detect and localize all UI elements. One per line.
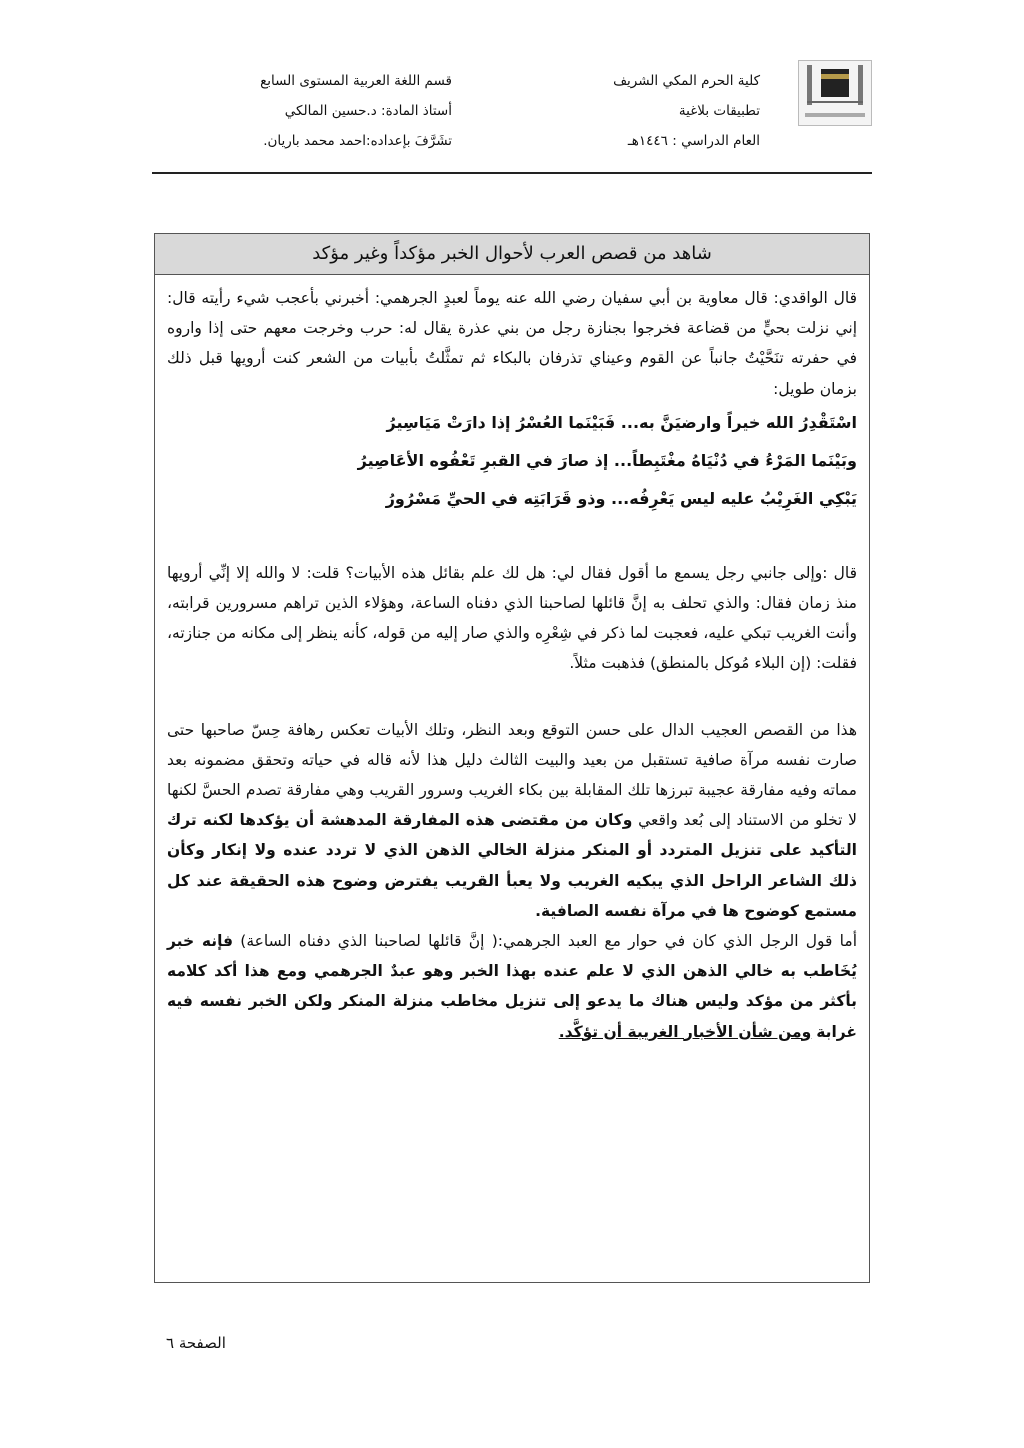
quote-text: أما قول الرجل الذي كان في حوار مع العبد الجرهمي:( إنَّ قائلها لصاحبنا الذي دفناه الساعة) — [240, 932, 857, 951]
content-box — [154, 233, 870, 1283]
verse-line-2: وبَيْنَما المَرْءُ في دُنْيَاهُ مغْتَبِطاً... إذ صارَ في القبرِ تَعْفُوه الأعَاصِيرُ — [357, 450, 857, 470]
college-logo — [798, 60, 872, 126]
header-course-block — [260, 66, 452, 156]
story-continuation-paragraph: قال :وإلى جانبي رجل يسمع ما أقول فقال لي: هل لك علم بقائل هذه الأبيات؟ قلت: لا والله إلا إنِّي أرويها منذ زمان فقال: والذي تحلف به إنَّ قائلها لصاحبنا الذي دفناه الساعة، وهؤلاء الذين تراهم مسرورين قرابته، وأنت الغريب تبكي عليه، فعجبت لما ذكر في شِعْرِه والذي صار إليه من قوله، كأنه ينظر إلى مكانه من جنازته، فقلت: (إن البلاء مُوكل بالمنطق) فذهبت مثلاً. — [167, 563, 857, 673]
minaret-icon — [807, 65, 812, 105]
academic-year: العام الدراسي : ١٤٤٦هـ — [627, 133, 760, 149]
box-title: شاهد من قصص العرب لأحوال الخبر مؤكداً وغير مؤكد — [155, 234, 869, 275]
kaaba-band — [821, 74, 849, 79]
college-name: كلية الحرم المكي الشريف — [613, 73, 760, 89]
arch-line — [807, 101, 863, 113]
analysis-bold-text: وكان من مقتضى هذه المفارقة المدهشة أن يؤكدها لكنه ترك التأكيد على تنزيل المتردد أو المنكر منزلة الخالي الذهن الذي لا تردد عنده ولا إنكار وكأن ذلك الشاعر الراحل الذي يبكيه الغريب ولا يعبأ القريب يفترض وضوح هذه الحقيقة عند كل مستمع كوضوح ها في مرآة نفسه الصافية. — [167, 811, 857, 920]
second-analysis-bold-text: فإنه خبر يُخَاطب به خالي الذهن الذي لا علم عنده بهذا الخبر وهو عبدٌ الجرهمي ومع هذا أكد كلامه بأكثر من مؤكد وليس هناك ما يدعو إلى تنزيل مخاطب منزلة المنكر ولكن الخبر نفسه فيه غرابة — [167, 932, 857, 1041]
prepared-by: تشَرَّفَ بإعداده:احمد محمد باريان. — [263, 133, 452, 149]
header-divider — [152, 172, 872, 174]
minaret-icon — [858, 65, 863, 105]
course-name: تطبيقات بلاغية — [678, 103, 760, 119]
page-header — [152, 56, 872, 174]
verse-line-3: يَبْكِي الغَرِيْبُ عليه ليس يَعْرِفُه... وذو قَرَابَتِه في الحيِّ مَسْرُورُ — [385, 488, 857, 508]
story-paragraph: قال الواقدي: قال معاوية بن أبي سفيان رضي الله عنه يوماً لعبدٍ الجرهمي: أخبرني بأعجب شيء رأيته قال: إني نزلت بحيٍّ من قضاعة فخرجوا بجنازة رجل من بني عذرة يقال له: حرب وخرجت معهم حتى إذا واروه في حفرته تنَحَّيْتُ جانباً عن القوم وعيناي تذرفان بالبكاء ثم تمثَّلتُ بأبيات من الشعر كنت أرويها قبل ذلك بزمان طويل: — [167, 289, 857, 398]
box-content — [155, 275, 869, 1047]
department-level: قسم اللغة العربية المستوى السابع — [260, 73, 452, 89]
header-institution-block — [613, 66, 760, 156]
analysis-paragraph — [167, 715, 857, 926]
page-number: الصفحة ٦ — [166, 1334, 226, 1352]
underlined-conclusion: ومن شأن الأخبار الغريبة أن تؤكَّد. — [558, 1022, 812, 1041]
instructor-name: أستاذ المادة: د.حسين المالكي — [284, 103, 452, 119]
verse-line-1: اسْتَقْدِرُ الله خيراً وارضيَنَّ به... فَبَيْنَما العُسْرُ إذا دارَتْ مَيَاسِيرُ — [386, 412, 857, 432]
analysis-text: هذا من القصص العجيب الدال على حسن التوقع وبعد النظر، وتلك الأبيات تعكس رهافة حِسّ صاحبها حتى صارت نفسه مرآة صافية تستقبل من بعيد والبيت الثالث دليل هذا لأنه قاله في حياته وتحقق مضمونه بعد مماته وفيه مفارقة عجيبة تبرزها تلك المقابلة بين بكاء الغريب وسرور القريب وهي مفارقة تصدم الحسَّ لكنها لا تخلو من الاستناد إلى بُعد واقعي — [167, 720, 857, 830]
logo-caption-bar — [805, 113, 865, 117]
second-analysis-paragraph — [167, 926, 857, 1047]
